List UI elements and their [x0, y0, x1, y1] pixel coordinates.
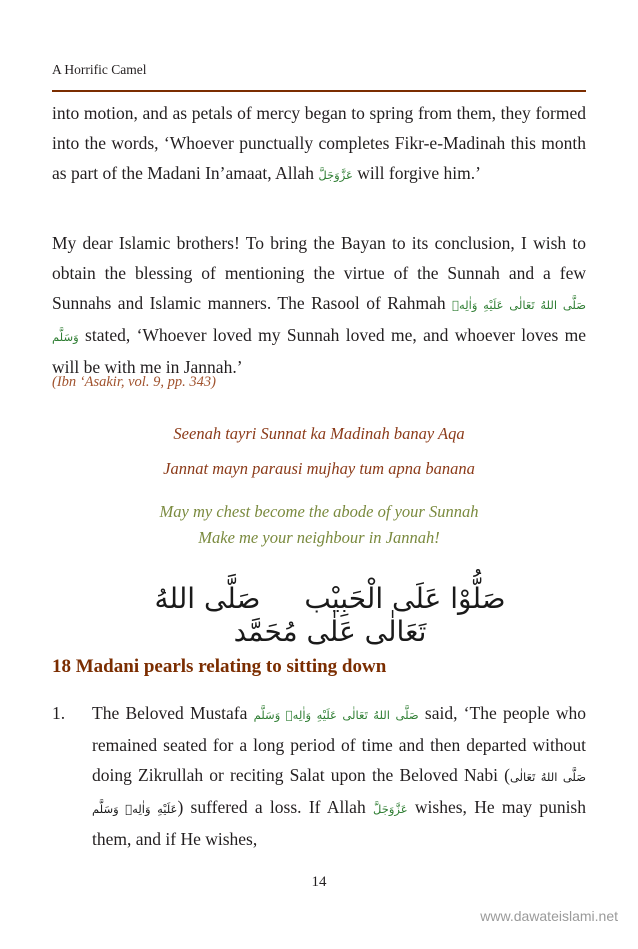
poem-urdu-line-2: Jannat mayn parausi mujhay tum apna banana — [163, 459, 475, 478]
paragraph-2 — [52, 228, 586, 382]
page-number: 14 — [311, 874, 327, 890]
website-url: www.dawateislami.net — [480, 908, 618, 924]
list-item-text-d: wishes, He may punish them, and if He wishes, — [92, 797, 586, 849]
section-heading: 18 Madani pearls relating to sitting down — [52, 656, 387, 677]
list-item-text-b: said, ‘The people who remained seated for a long period of time and then departed without doing Zikrullah or reciting Salat upon the Beloved Nabi ( — [92, 703, 586, 785]
paragraph-2-text-after: stated, ‘Whoever loved my Sunnah loved me, and whoever loves me will be with me in Jannah.’ — [52, 325, 586, 377]
honorific-salawat: صَلَّی اللهُ تَعَالٰی عَلَیْهِ وَاٰلِهٖ وَسَلَّم — [52, 298, 586, 344]
list-item-text — [92, 698, 586, 854]
paragraph-1 — [52, 98, 586, 190]
honorific-azza-wa-jal-2: عَزَّوَجَلَّ — [373, 802, 408, 816]
paragraph-1-allah: Allah — [275, 163, 314, 183]
list-item-text-c: ) suffered a loss. If Allah — [177, 797, 373, 817]
list-item-text-a: The Beloved Mustafa — [92, 703, 254, 723]
running-header: A Horrific Camel — [52, 62, 147, 77]
salat-calligraphy — [120, 582, 540, 648]
paragraph-2-text-before: My dear Islamic brothers! To bring the Bayan to its conclusion, I wish to obtain the blessing of mentioning the virtue of the Sunnah and a few Sunnahs and Islamic manners. The Rasool of Rahmah — [52, 233, 586, 313]
honorific-salawat-1: صَلَّی اللهُ تَعَالٰی عَلَیْهِ وَاٰلِهٖ وَسَلَّم — [253, 708, 419, 722]
honorific-salawat-2: صَلَّی اللهُ تَعَالٰی عَلَیْهِ وَاٰلِهٖ وَسَلَّم — [92, 770, 586, 816]
paragraph-1-line-1: into motion, and as petals of mercy began to spring from them, — [52, 103, 496, 123]
paragraph-1-line-3: Fikr-e-Madinah this month as part of the Madani In’amaat, — [52, 133, 586, 183]
paragraph-1-line-2: they formed into the words, ‘Whoever punctually completes — [52, 103, 587, 153]
honorific-azza-wa-jal: عَزَّوَجَلَّ — [318, 168, 353, 182]
list-item-number: 1. — [52, 703, 66, 723]
citation: (Ibn ‘Asakir, vol. 9, pp. 343) — [52, 374, 216, 390]
salat-part-2: صَلَّی اللهُ تَعَالٰی عَلٰی مُحَمَّد — [154, 582, 427, 648]
poem-english-line-1: May my chest become the abode of your Sunnah — [159, 502, 479, 521]
poem-urdu-line-1: Seenah tayri Sunnat ka Madinah banay Aqa — [173, 424, 465, 443]
header-rule — [52, 90, 586, 92]
salat-part-1: صَلُّوْا عَلَی الْحَبِیْب — [304, 582, 506, 615]
poem-english-line-2: Make me your neighbour in Jannah! — [198, 528, 440, 547]
paragraph-1-tail: will forgive him.’ — [352, 163, 481, 183]
